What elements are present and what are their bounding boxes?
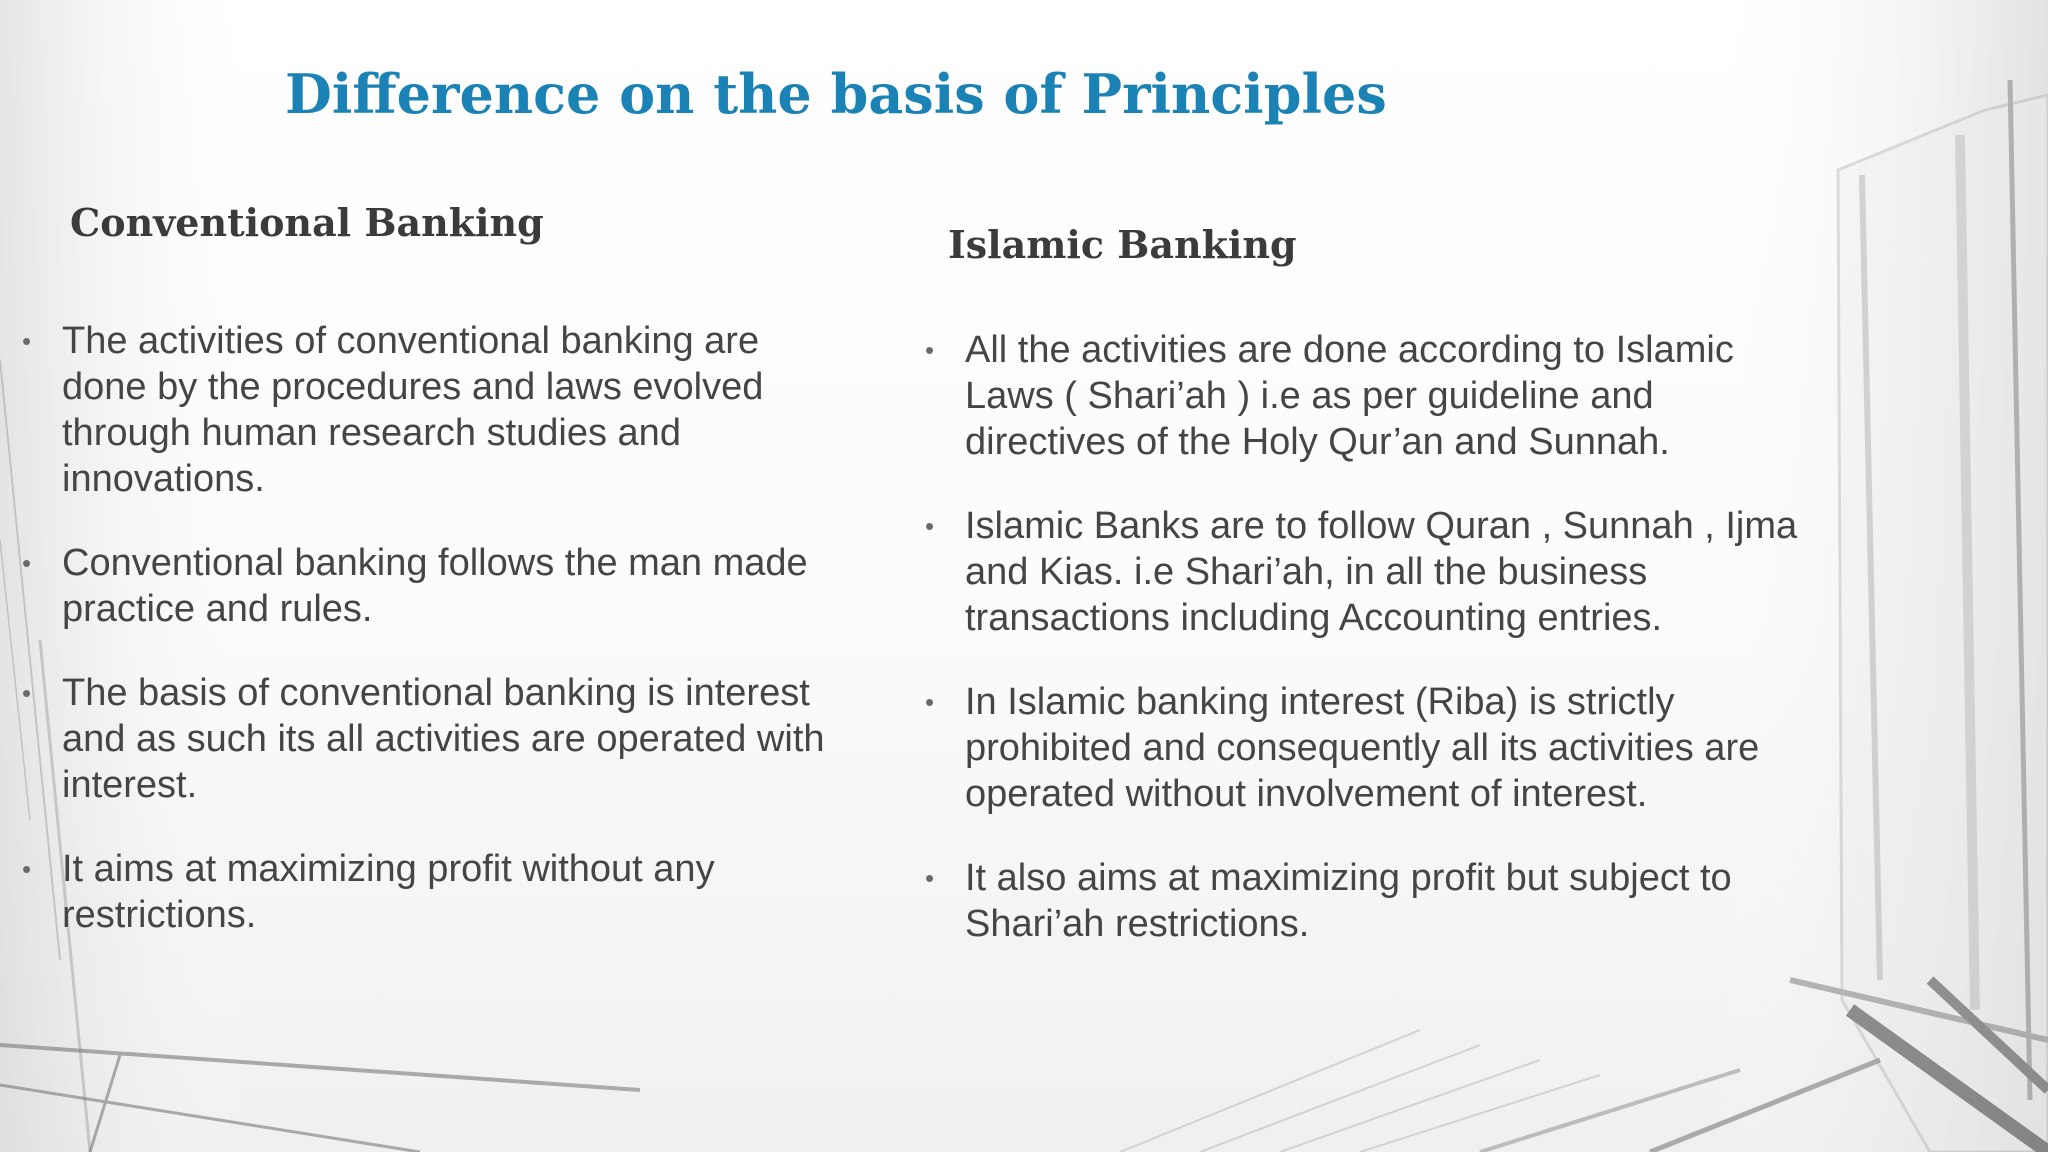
bullet-item xyxy=(22,318,842,502)
slide-title: Difference on the basis of Principles xyxy=(285,62,1387,126)
bullet-text: The basis of conventional banking is interest and as such its all activities are operated with interest. xyxy=(62,672,825,806)
bullet-item xyxy=(925,679,1805,817)
islamic-banking-heading: Islamic Banking xyxy=(948,222,1297,267)
bullet-text: Conventional banking follows the man made practice and rules. xyxy=(62,542,808,630)
bullet-item xyxy=(925,327,1805,465)
bullet-item xyxy=(22,540,842,632)
conventional-banking-bullet-list xyxy=(22,318,842,976)
bullet-item xyxy=(925,855,1805,947)
bullet-icon: • xyxy=(925,687,935,717)
bullet-item xyxy=(22,670,842,808)
bullet-text: Islamic Banks are to follow Quran , Sunnah , Ijma and Kias. i.e Shari’ah, in all the business transactions including Accounting entries. xyxy=(965,505,1798,639)
bullet-text: It also aims at maximizing profit but subject to Shari’ah restrictions. xyxy=(965,857,1732,945)
bullet-icon: • xyxy=(925,863,935,893)
bullet-icon: • xyxy=(22,326,32,356)
conventional-banking-heading: Conventional Banking xyxy=(70,200,544,245)
bullet-icon: • xyxy=(22,548,32,578)
bullet-item xyxy=(925,503,1805,641)
bullet-text: In Islamic banking interest (Riba) is strictly prohibited and consequently all its activities are operated without involvement of interest. xyxy=(965,681,1760,815)
bullet-icon: • xyxy=(925,335,935,365)
bullet-text: All the activities are done according to Islamic Laws ( Shari’ah ) i.e as per guideline and directives of the Holy Qur’an and Sunnah. xyxy=(965,329,1734,463)
bullet-text: It aims at maximizing profit without any restrictions. xyxy=(62,848,715,936)
bullet-icon: • xyxy=(925,511,935,541)
bullet-icon: • xyxy=(22,678,32,708)
bullet-item xyxy=(22,846,842,938)
islamic-banking-bullet-list xyxy=(925,327,1805,985)
bullet-icon: • xyxy=(22,854,32,884)
bullet-text: The activities of conventional banking are done by the procedures and laws evolved through human research studies and innovations. xyxy=(62,320,764,500)
